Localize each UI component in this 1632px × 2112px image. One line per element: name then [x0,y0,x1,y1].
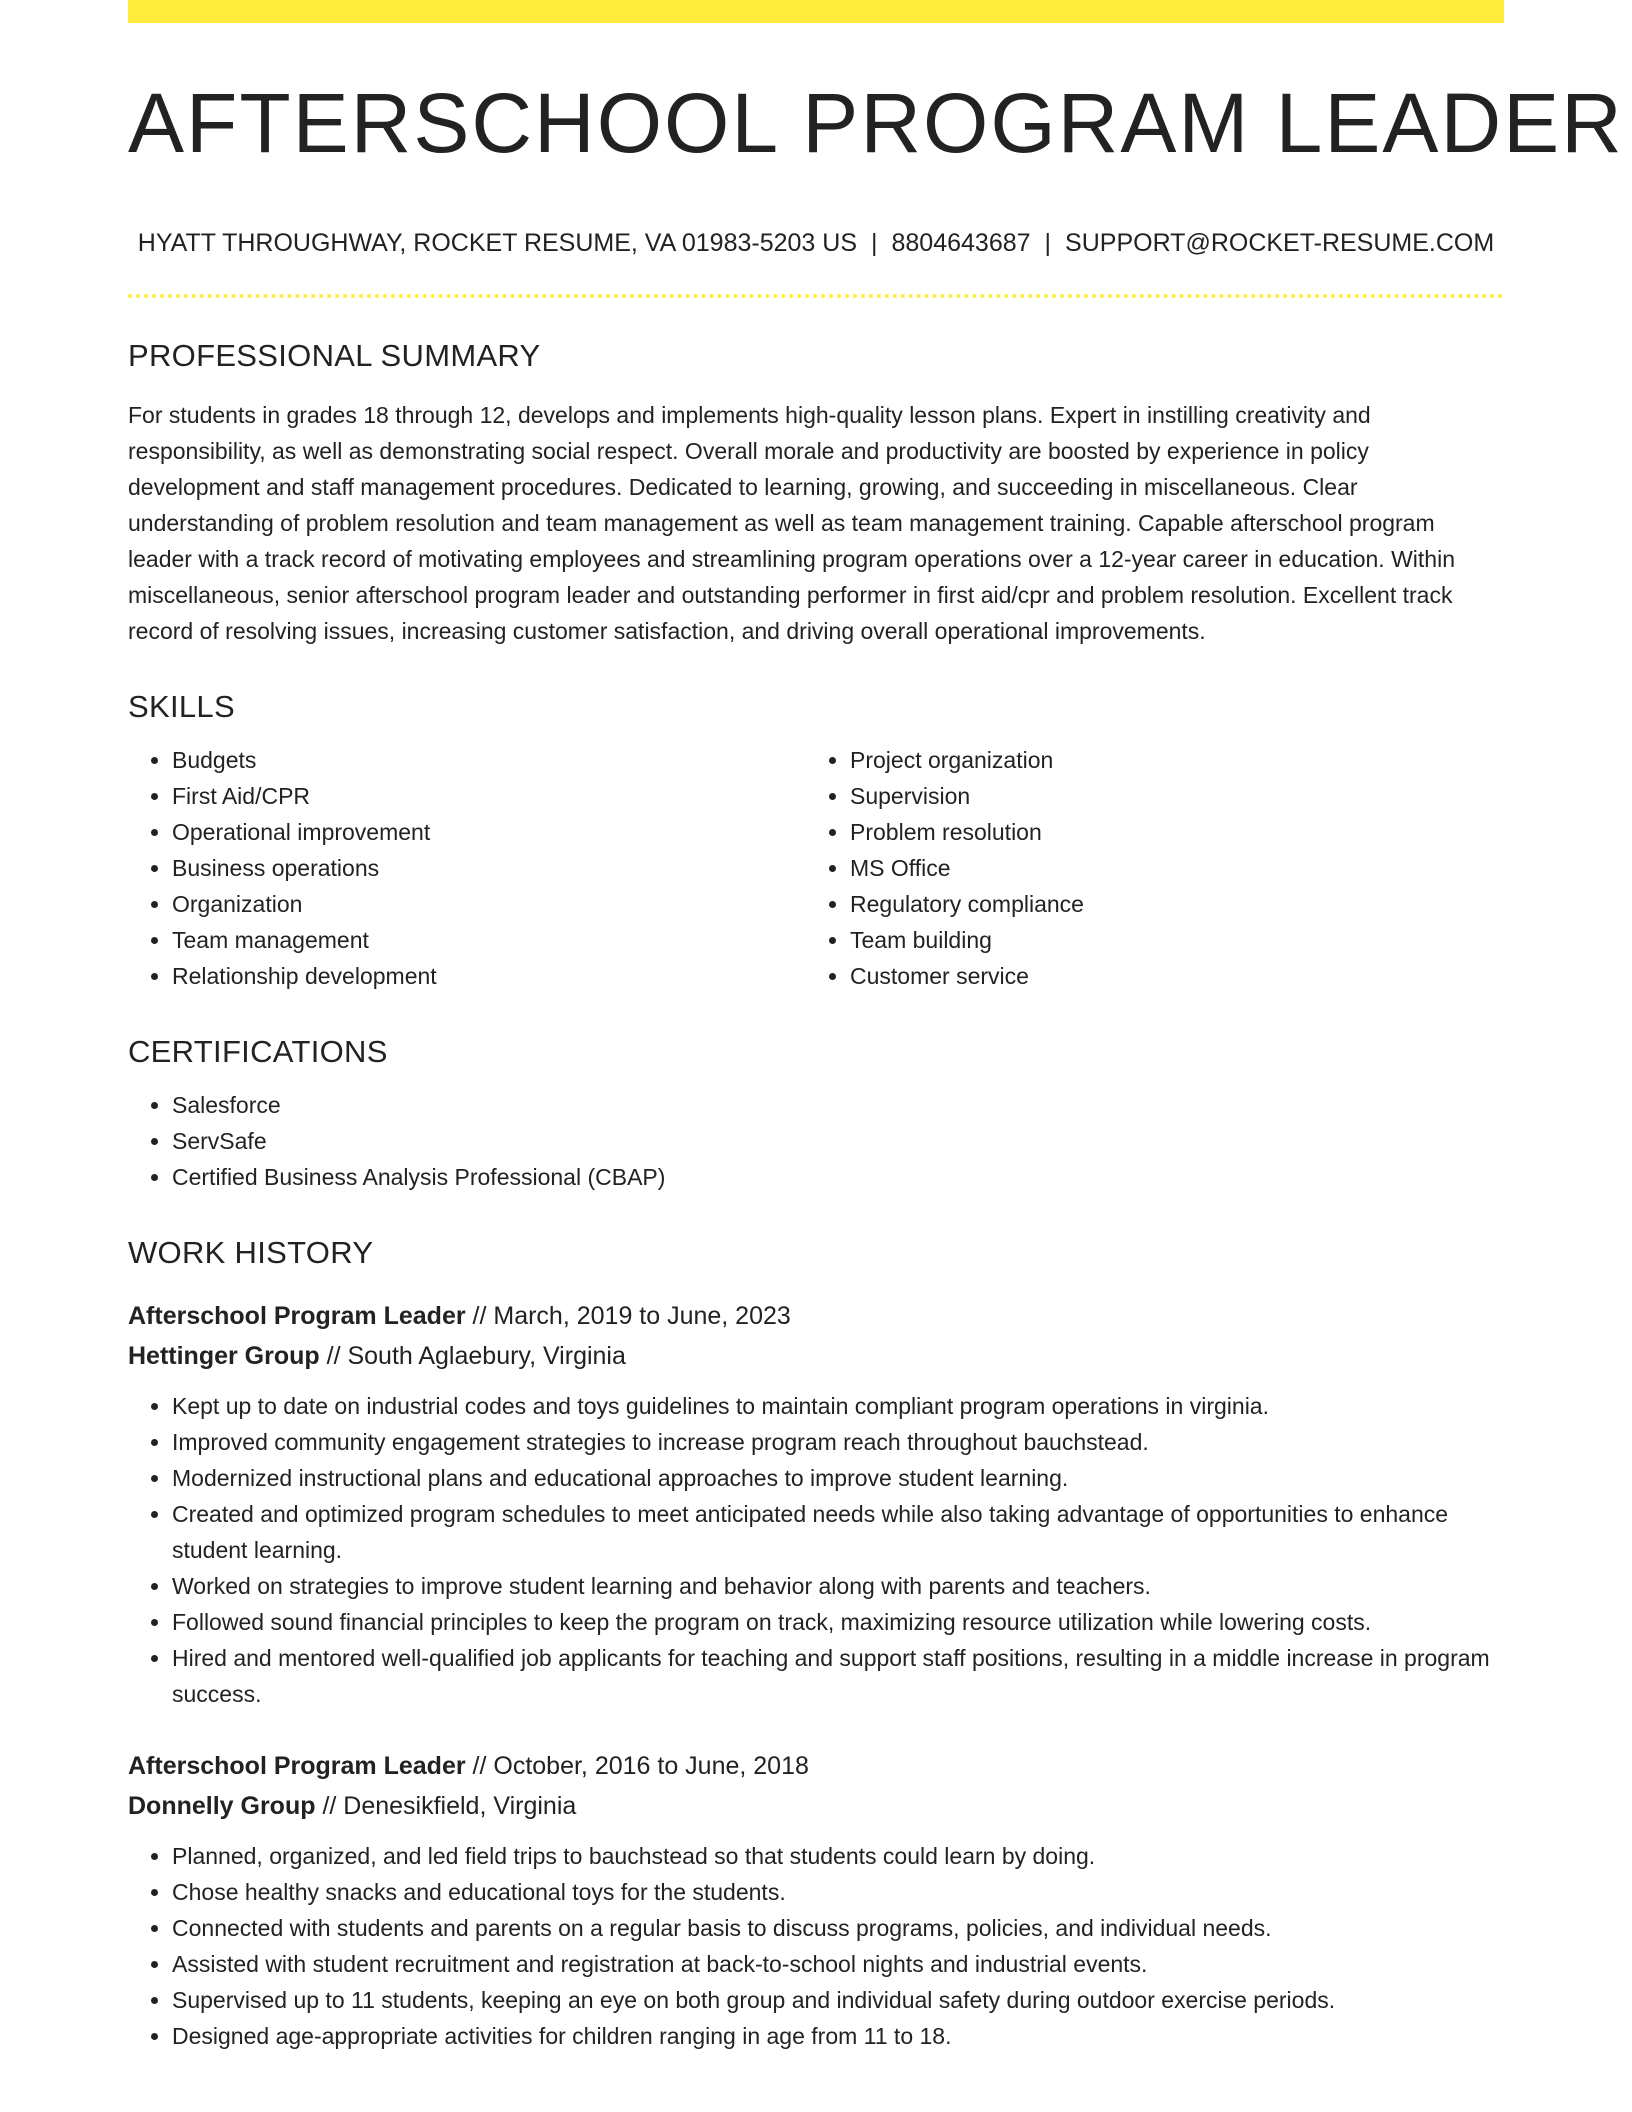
job-duty: • Kept up to date on industrial codes and toys guidelines to maintain compliant program operations in virginia. [172,1388,1504,1424]
certification-item: • Salesforce [172,1087,1504,1123]
skill-item: • Team building [850,922,1484,958]
skill-item: • First Aid/CPR [172,778,806,814]
job-duty: • Chose healthy snacks and educational toys for the students. [172,1874,1504,1910]
dotted-divider [128,294,1504,298]
job-title-line [128,1746,1504,1786]
contact-separator: | [1044,229,1052,257]
certification-item: • ServSafe [172,1123,1504,1159]
skill-item: • Customer service [850,958,1484,994]
job-duties-list [128,1388,1504,1712]
resume-name: AFTERSCHOOL PROGRAM LEADER [128,76,1624,170]
skill-item: • Operational improvement [172,814,806,850]
job-duty: • Followed sound financial principles to keep the program on track, maximizing resource utilization while lowering costs. [172,1604,1504,1640]
certifications-list [128,1087,1504,1195]
job-company-line [128,1336,1504,1376]
job-entry [128,1746,1504,2054]
job-title-line [128,1296,1504,1336]
skill-item: • Relationship development [172,958,806,994]
job-duty: • Hired and mentored well-qualified job applicants for teaching and support staff positions, resulting in a middle increase in program success. [172,1640,1504,1712]
skills-list-left [128,742,806,994]
resume-page [128,0,1624,2054]
skill-item: • Supervision [850,778,1484,814]
skills-heading: SKILLS [128,689,235,724]
skill-item: • Budgets [172,742,806,778]
job-duties-list [128,1838,1504,2054]
job-duty: • Supervised up to 11 students, keeping an eye on both group and individual safety during outdoor exercise periods. [172,1982,1504,2018]
skill-item: • Project organization [850,742,1484,778]
job-duty: • Created and optimized program schedules to meet anticipated needs while also taking advantage of opportunities to enhance student learning. [172,1496,1504,1568]
job-company: Donnelly Group [128,1792,316,1820]
skill-item: • MS Office [850,850,1484,886]
job-dates: // October, 2016 to June, 2018 [465,1752,809,1780]
job-duty: • Worked on strategies to improve student learning and behavior along with parents and teachers. [172,1568,1504,1604]
skill-item: • Regulatory compliance [850,886,1484,922]
job-duty: • Modernized instructional plans and educational approaches to improve student learning. [172,1460,1504,1496]
job-spacer [128,1712,1504,1746]
certification-item: • Certified Business Analysis Professional (CBAP) [172,1159,1504,1195]
job-duty: • Connected with students and parents on a regular basis to discuss programs, policies, and individual needs. [172,1910,1504,1946]
job-entry [128,1296,1504,1712]
skills-list-right [806,742,1484,994]
skills-columns [128,742,1504,994]
summary-text: For students in grades 18 through 12, develops and implements high-quality lesson plans. Expert in instilling creativity and responsibility, as well as demonstrating social respect. Overall morale and productivity are boosted by experience in policy development and staff management procedures. Dedicated to learning, growing, and succeeding in miscellaneous. Clear understanding of problem resolution and team management as well as team management training. Capable afterschool program leader with a track record of motivating employees and streamlining program operations over a 12-year career in education. Within miscellaneous, senior afterschool program leader and outstanding performer in first aid/cpr and problem resolution. Excellent track record of resolving issues, increasing customer satisfaction, and driving overall operational improvements. [128,402,1455,644]
job-duty: • Planned, organized, and led field trips to bauchstead so that students could learn by doing. [172,1838,1504,1874]
job-company-line [128,1786,1504,1826]
job-location: // South Aglaebury, Virginia [319,1342,626,1370]
contact-email: SUPPORT@ROCKET-RESUME.COM [1065,229,1495,257]
contact-line [128,231,1504,256]
skill-item: • Organization [172,886,806,922]
contact-phone: 8804643687 [891,229,1031,257]
job-dates: // March, 2019 to June, 2023 [465,1302,791,1330]
contact-separator: | [871,229,878,257]
job-location: // Denesikfield, Virginia [315,1792,577,1820]
contact-address: HYATT THROUGHWAY, ROCKET RESUME, VA 01983-5203 US [137,229,857,257]
skill-item: • Problem resolution [850,814,1484,850]
summary-heading: PROFESSIONAL SUMMARY [128,338,541,373]
job-role: Afterschool Program Leader [128,1752,466,1780]
job-duty: • Designed age-appropriate activities for children ranging in age from 11 to 18. [172,2018,1504,2054]
job-company: Hettinger Group [128,1342,320,1370]
job-duty: • Improved community engagement strategies to increase program reach throughout bauchstead. [172,1424,1504,1460]
work-history-heading: WORK HISTORY [128,1235,374,1270]
certifications-heading: CERTIFICATIONS [128,1034,388,1069]
skill-item: • Business operations [172,850,806,886]
skill-item: • Team management [172,922,806,958]
job-duty: • Assisted with student recruitment and registration at back-to-school nights and industrial events. [172,1946,1504,1982]
job-role: Afterschool Program Leader [128,1302,466,1330]
top-accent-bar [128,0,1504,23]
